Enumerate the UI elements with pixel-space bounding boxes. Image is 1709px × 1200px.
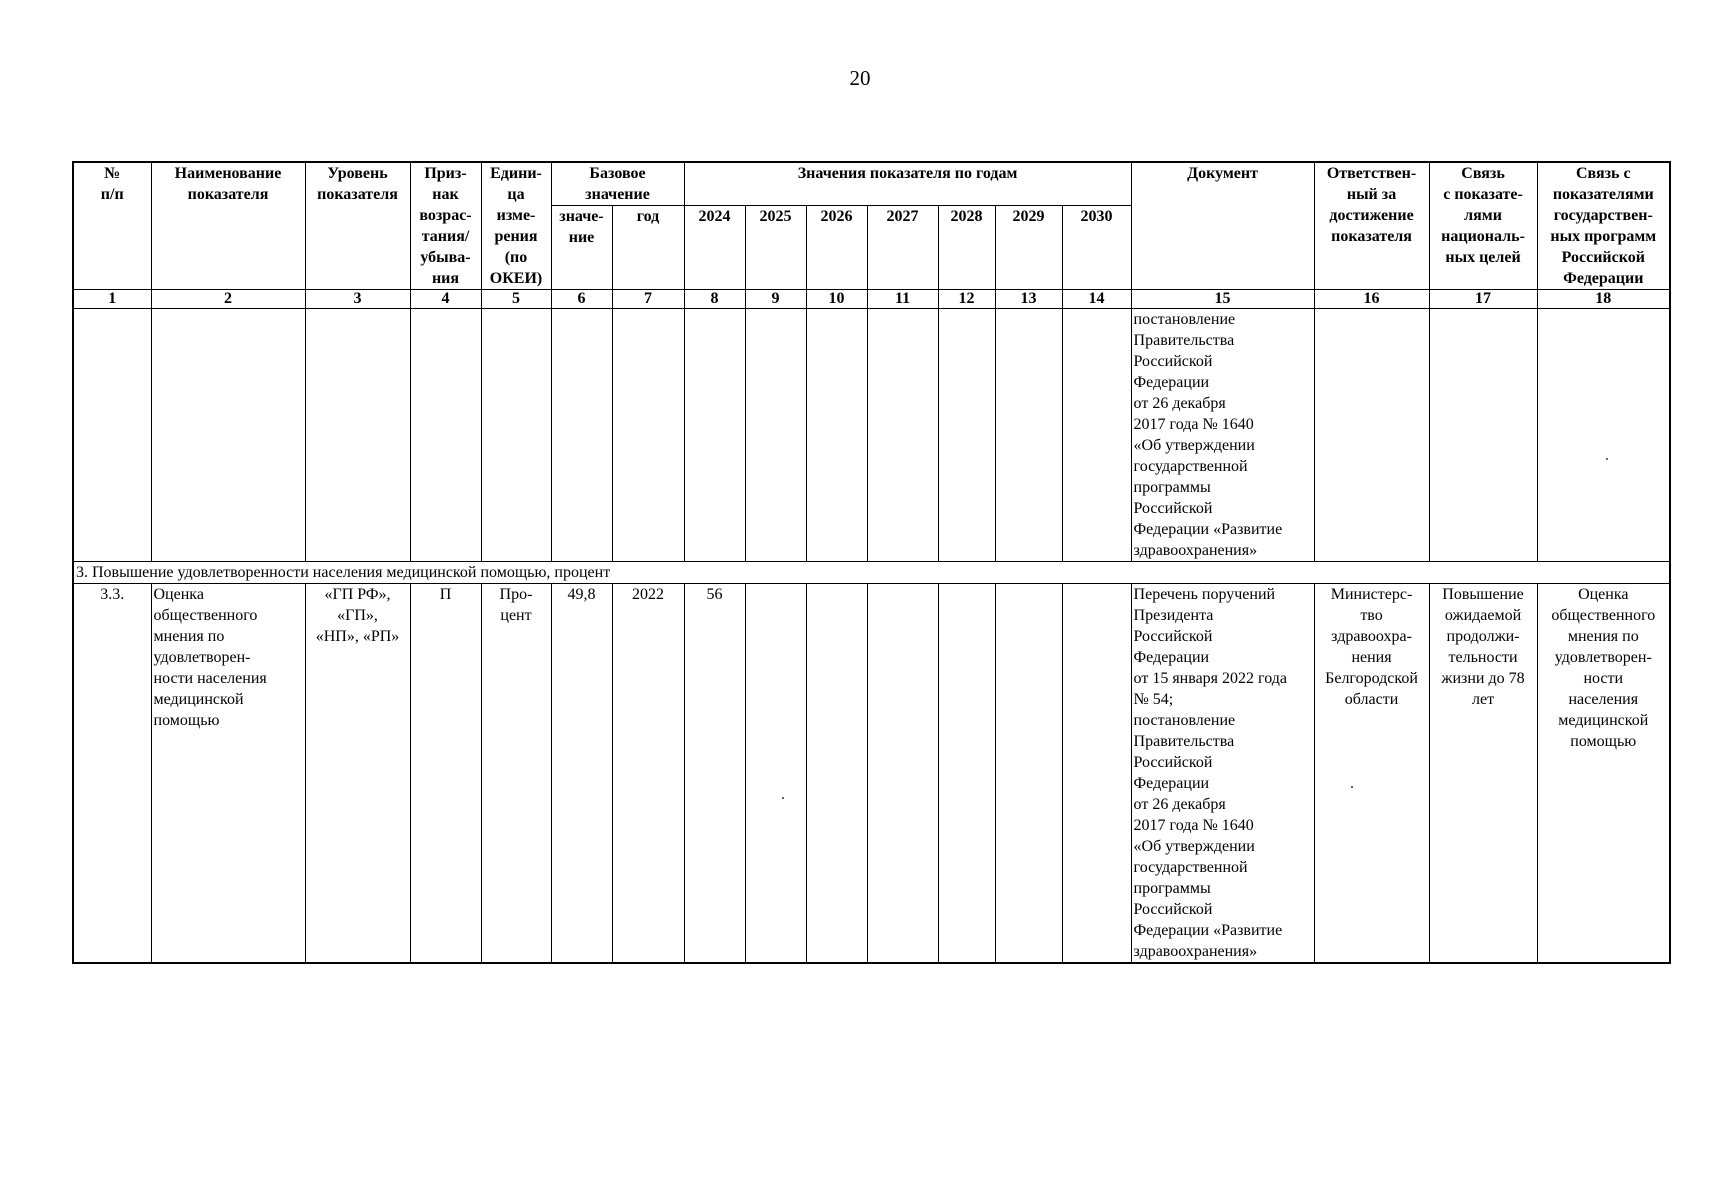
indicator-level: «ГП РФ», «ГП», «НП», «РП» xyxy=(305,584,410,964)
table-cell xyxy=(551,309,612,562)
indicator-national-goals: Повышение ожидаемой продолжи- тельности жизни до 78 лет xyxy=(1429,584,1537,964)
page-number: 20 xyxy=(849,66,871,90)
indicator-state-programs: Оценка общественного мнения по удовлетворен- ности населения медицинской помощью xyxy=(1537,584,1670,964)
header-base-year: год xyxy=(612,206,684,290)
column-number: 1 xyxy=(73,290,151,309)
table-cell xyxy=(1314,309,1429,562)
table-cell xyxy=(1429,309,1537,562)
table-cell xyxy=(806,309,867,562)
column-number: 4 xyxy=(410,290,481,309)
section-row xyxy=(73,562,1670,584)
column-number: 6 xyxy=(551,290,612,309)
value-2028 xyxy=(938,584,995,964)
header-year-2028: 2028 xyxy=(938,206,995,290)
indicator-sign: П xyxy=(410,584,481,964)
header-unit: Едини- ца изме- рения (по ОКЕИ) xyxy=(481,162,551,290)
table-cell xyxy=(151,309,305,562)
column-number: 16 xyxy=(1314,290,1429,309)
header-year-2025: 2025 xyxy=(745,206,806,290)
table-cell xyxy=(745,309,806,562)
value-2026 xyxy=(806,584,867,964)
column-number: 2 xyxy=(151,290,305,309)
value-2027 xyxy=(867,584,938,964)
indicator-responsible: Министерс- тво здравоохра- нения Белгородской области xyxy=(1314,584,1429,964)
column-number: 10 xyxy=(806,290,867,309)
table-cell xyxy=(867,309,938,562)
table-cell xyxy=(938,309,995,562)
indicator-document: Перечень поручений Президента Российской Федерации от 15 января 2022 года № 54; постановление Правительства Российской Федерации от 26 декабря 2017 года № 1640 «Об утверждении государственной программы Российской Федерации «Развитие здравоохранения» xyxy=(1131,584,1314,964)
header-year-2030: 2030 xyxy=(1062,206,1131,290)
value-2030 xyxy=(1062,584,1131,964)
value-2029 xyxy=(995,584,1062,964)
continuation-document: постановление Правительства Российской Федерации от 26 декабря 2017 года № 1640 «Об утверждении государственной программы Российской Федерации «Развитие здравоохранения» xyxy=(1131,309,1314,562)
header-document: Документ xyxy=(1131,162,1314,290)
indicators-table xyxy=(72,161,1671,964)
column-number: 11 xyxy=(867,290,938,309)
header-name: Наименование показателя xyxy=(151,162,305,290)
base-value: 49,8 xyxy=(551,584,612,964)
header-years-group: Значения показателя по годам xyxy=(684,162,1131,206)
header-year-2029: 2029 xyxy=(995,206,1062,290)
header-responsible: Ответствен- ный за достижение показателя xyxy=(1314,162,1429,290)
value-2025 xyxy=(745,584,806,964)
column-number: 8 xyxy=(684,290,745,309)
indicator-unit: Про- цент xyxy=(481,584,551,964)
table-cell xyxy=(73,309,151,562)
column-number: 13 xyxy=(995,290,1062,309)
column-number: 17 xyxy=(1429,290,1537,309)
header-year-2026: 2026 xyxy=(806,206,867,290)
header-year-2027: 2027 xyxy=(867,206,938,290)
column-number: 12 xyxy=(938,290,995,309)
table-cell xyxy=(1062,309,1131,562)
section-title: 3. Повышение удовлетворенности населения медицинской помощью, процент xyxy=(73,562,1670,584)
scan-speck xyxy=(1606,458,1608,460)
header-year-2024: 2024 xyxy=(684,206,745,290)
column-number: 5 xyxy=(481,290,551,309)
table-cell xyxy=(612,309,684,562)
table-cell xyxy=(995,309,1062,562)
header-sign: Приз- нак возрас- тания/ убыва- ния xyxy=(410,162,481,290)
table-cell xyxy=(684,309,745,562)
scan-speck xyxy=(1351,786,1353,788)
table-cell xyxy=(305,309,410,562)
table-cell xyxy=(1537,309,1670,562)
header-state-programs: Связь с показателями государствен- ных программ Российской Федерации xyxy=(1537,162,1670,290)
indicator-row-3-3 xyxy=(73,584,1670,964)
header-level: Уровень показателя xyxy=(305,162,410,290)
indicator-name: Оценка общественного мнения по удовлетворен- ности населения медицинской помощью xyxy=(151,584,305,964)
table-cell xyxy=(481,309,551,562)
header-num: № п/п xyxy=(73,162,151,290)
header-row-1 xyxy=(73,162,1670,206)
column-number: 7 xyxy=(612,290,684,309)
column-number: 14 xyxy=(1062,290,1131,309)
column-numbers-row xyxy=(73,290,1670,309)
row-number: 3.3. xyxy=(73,584,151,964)
header-base-value: значе- ние xyxy=(551,206,612,290)
value-2024: 56 xyxy=(684,584,745,964)
header-national-goals: Связь с показате- лями националь- ных целей xyxy=(1429,162,1537,290)
column-number: 3 xyxy=(305,290,410,309)
table-cell xyxy=(410,309,481,562)
base-year: 2022 xyxy=(612,584,684,964)
column-number: 9 xyxy=(745,290,806,309)
column-number: 15 xyxy=(1131,290,1314,309)
column-number: 18 xyxy=(1537,290,1670,309)
continuation-row xyxy=(73,309,1670,562)
header-base-group: Базовое значение xyxy=(551,162,684,206)
scan-speck xyxy=(782,797,784,799)
